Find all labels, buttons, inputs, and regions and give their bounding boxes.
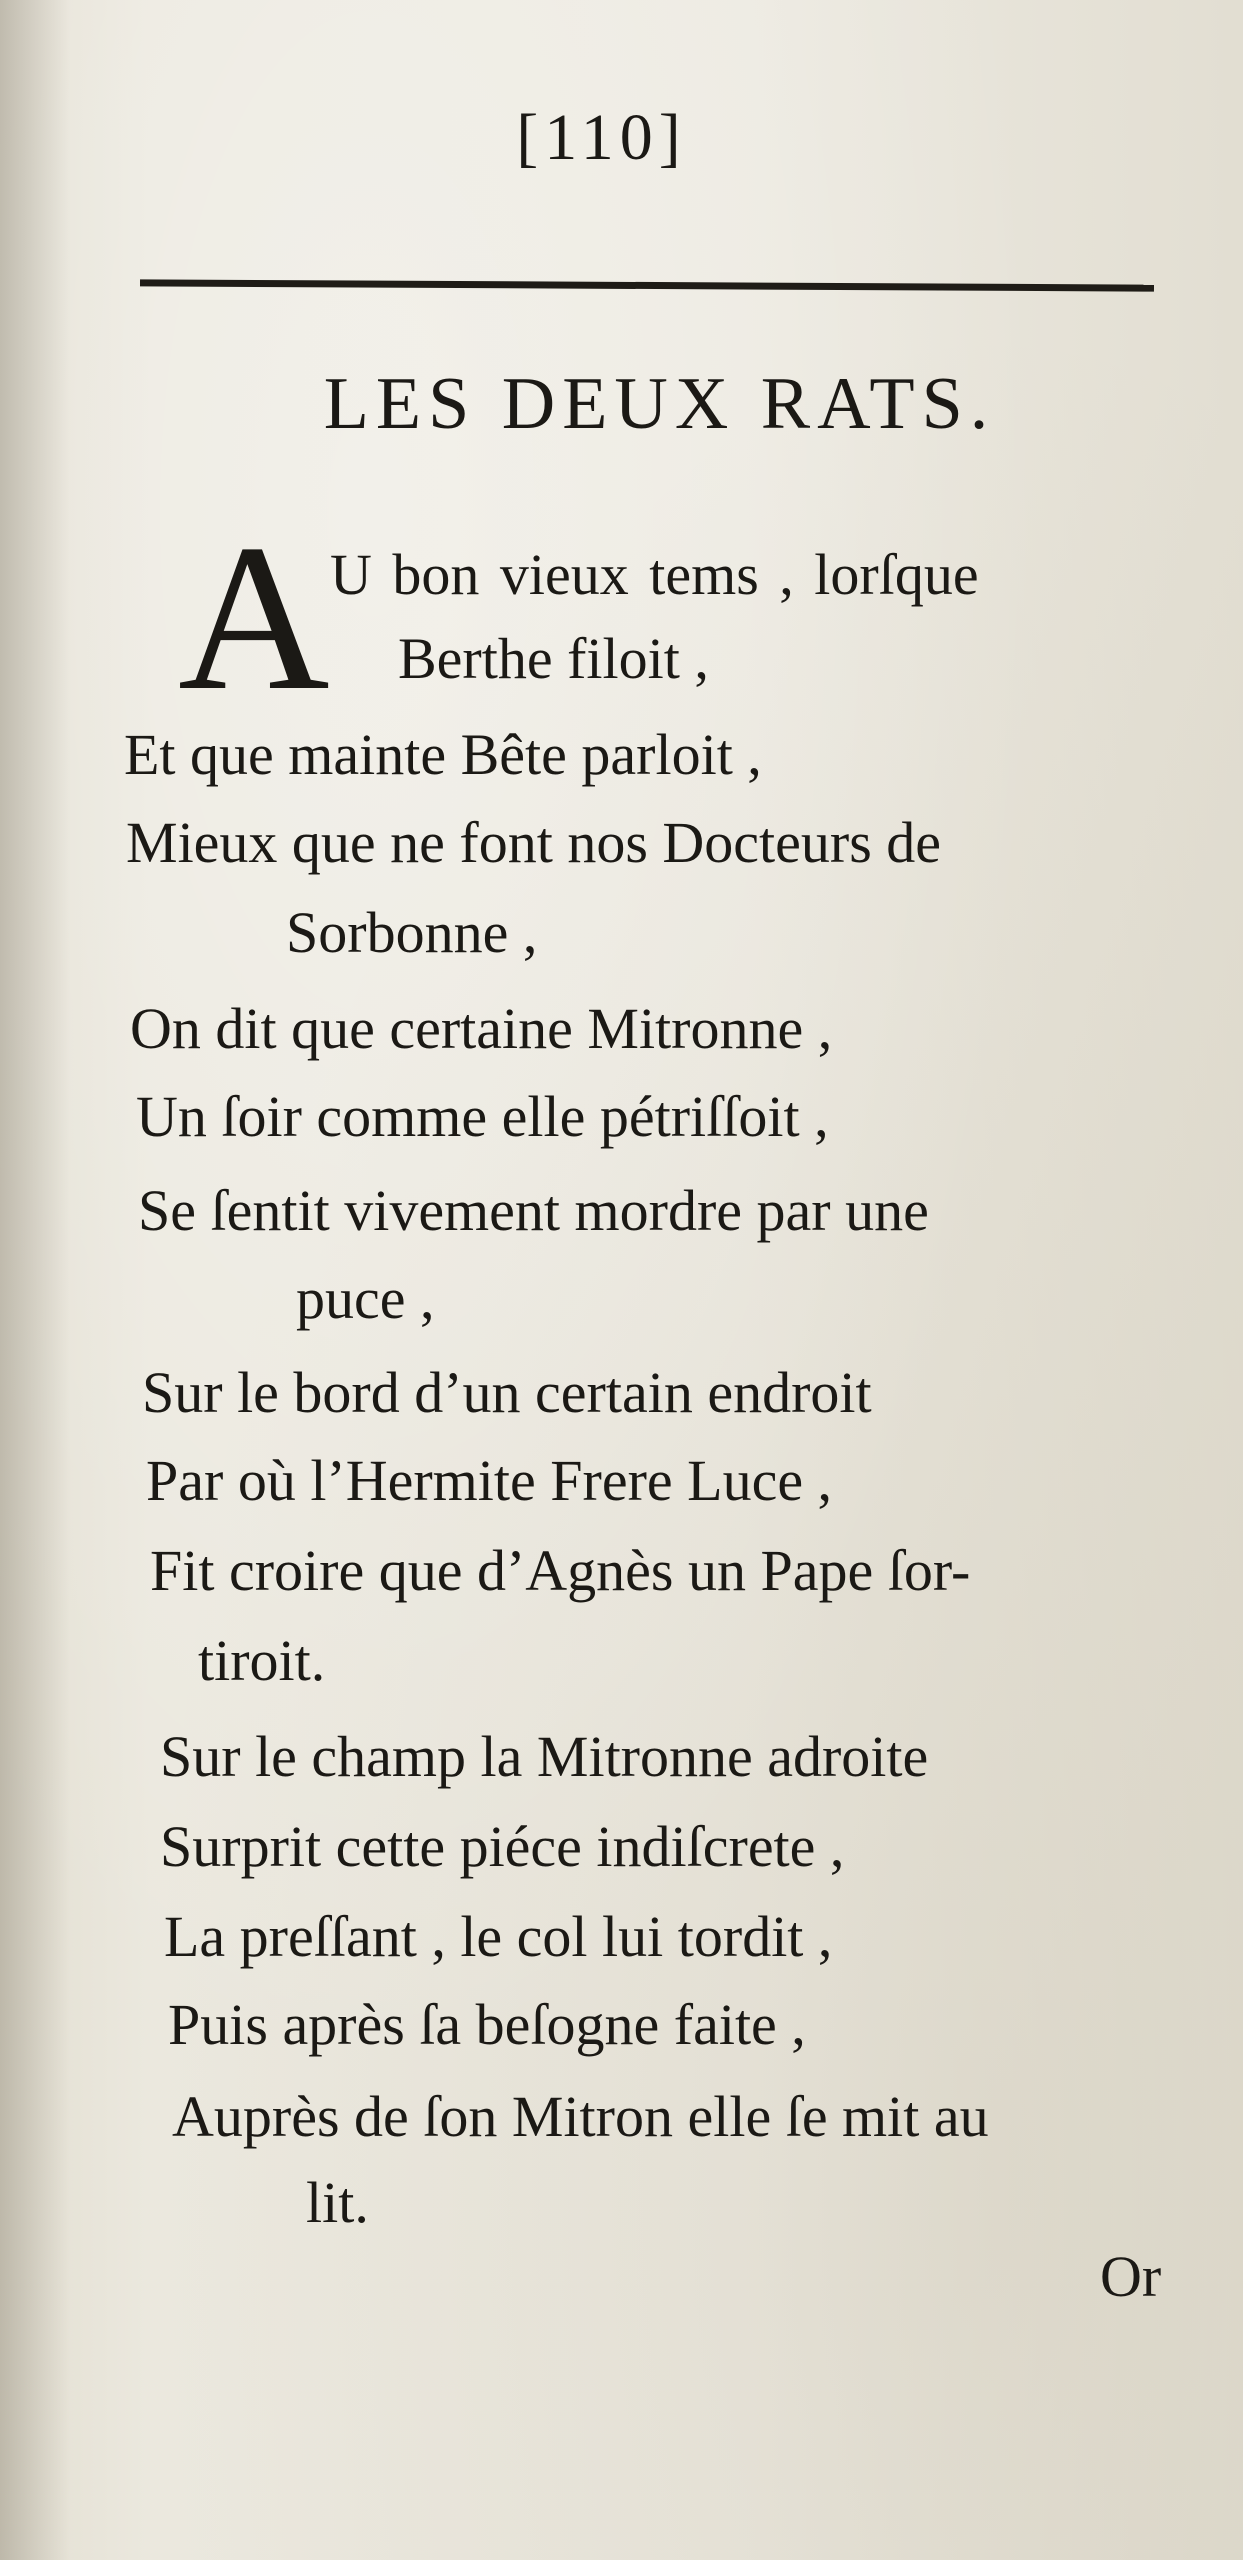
poem-line-3: Et que mainte Bête parloit ,: [124, 722, 762, 787]
catchword: Or: [1100, 2244, 1162, 2309]
poem-line-12: Fit croire que d’Agnès un Pape ſor-: [150, 1538, 971, 1603]
drop-cap: A: [178, 502, 330, 734]
poem-line-19: lit.: [306, 2170, 369, 2235]
poem-line-18: Auprès de ſon Mitron elle ſe mit au: [172, 2084, 989, 2149]
poem-line-13: tiroit.: [198, 1628, 326, 1693]
header-rule: [140, 279, 1154, 291]
poem-line-7: Un ſoir comme elle pétriſſoit ,: [136, 1084, 829, 1149]
poem-line-4: Mieux que ne font nos Docteurs de: [126, 810, 942, 875]
poem-line-14: Sur le champ la Mitronne adroite: [160, 1724, 929, 1789]
poem-line-6: On dit que certaine Mitronne ,: [130, 996, 833, 1061]
poem-line-10: Sur le bord d’un certain endroit: [142, 1360, 872, 1425]
poem-title: LES DEUX RATS.: [323, 363, 996, 445]
poem-line-5: Sorbonne ,: [286, 900, 538, 965]
poem-line-9: puce ,: [296, 1266, 435, 1331]
page-number: [110]: [516, 101, 687, 174]
poem-line-15: Surprit cette piéce indiſcrete ,: [160, 1814, 845, 1879]
poem-line-1: U bon vieux tems , lorſque: [330, 542, 979, 607]
poem-line-16: La preſſant , le col lui tordit ,: [164, 1904, 833, 1969]
poem-line-8: Se ſentit vivement mordre par une: [138, 1178, 929, 1243]
poem-line-17: Puis après ſa beſogne faite ,: [168, 1992, 806, 2057]
poem-line-11: Par où l’Hermite Frere Luce ,: [146, 1448, 833, 1513]
poem-line-2: Berthe filoit ,: [398, 626, 709, 691]
